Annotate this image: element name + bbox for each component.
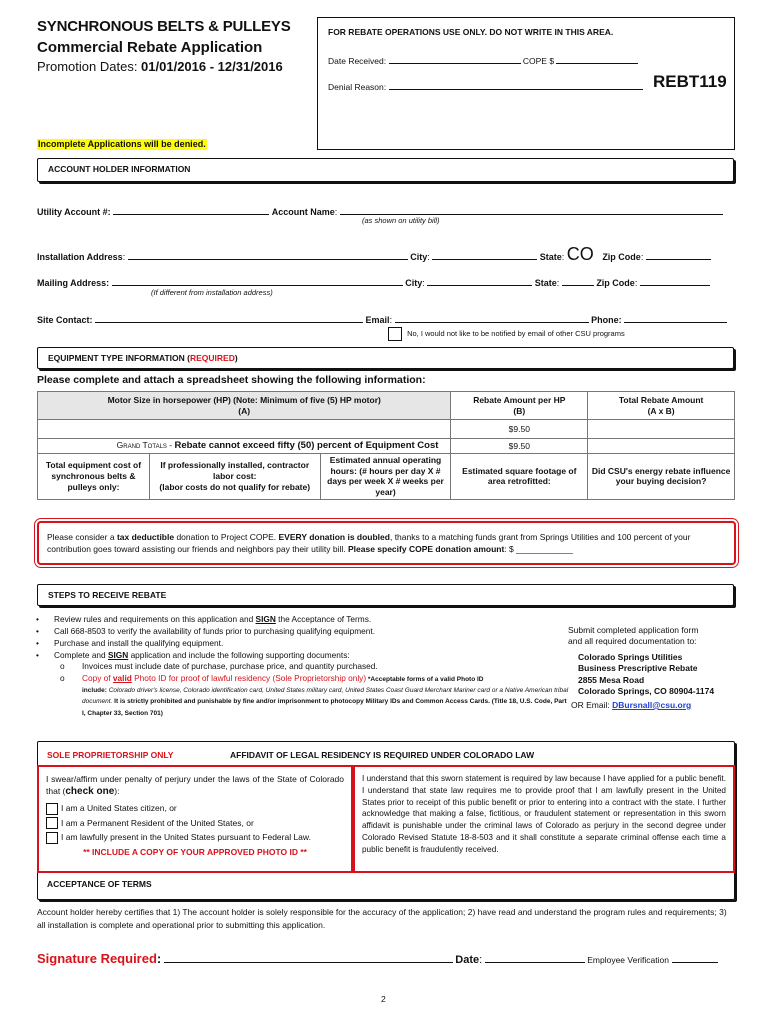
- labor-cost-question: If professionally installed, contractor labor cost: (labor costs do not qualify for rebate): [149, 454, 320, 500]
- account-row-2: Installation Address: City: State: CO Zip Code:: [37, 243, 737, 266]
- operating-hours-question: Estimated annual operating hours: (# hours per day X # days per week X # weeks per year): [320, 454, 451, 500]
- lawfully-present-checkbox[interactable]: [46, 832, 58, 844]
- site-contact-input[interactable]: [95, 313, 363, 323]
- grand-totals-label: Grand Totals - Rebate cannot exceed fifty (50) percent of Equipment Cost: [38, 439, 451, 454]
- form-code: REBT119: [653, 72, 727, 91]
- steps-section-header: STEPS TO RECEIVE REBATE: [37, 584, 734, 606]
- grand-totals-total[interactable]: [588, 439, 735, 454]
- signature-row: Signature Required: Date: Employee Verification: [37, 950, 737, 968]
- denial-reason-field[interactable]: Denial Reason:: [328, 80, 643, 93]
- energy-rebate-question: Did CSU's energy rebate influence your buying decision?: [588, 454, 735, 500]
- grand-totals-value: $9.50: [451, 439, 588, 454]
- mailing-address-input[interactable]: [112, 276, 403, 286]
- utility-account-input[interactable]: [113, 205, 269, 215]
- account-row-4: Site Contact: Email: Phone:: [37, 313, 737, 326]
- submit-instructions: Submit completed application form and all required documentation to: Colorado Springs Utilities Business Prescriptive Rebate 2855 Mesa Road Colorado Springs, CO 80904-1174 OR Email: DBursnall@csu.org: [568, 625, 715, 710]
- account-row-3: Mailing Address: City: State: Zip Code:: [37, 276, 737, 289]
- date-line[interactable]: [485, 952, 585, 963]
- sole-proprietorship-label: SOLE PROPRIETORSHIP ONLY: [47, 750, 174, 760]
- page-subtitle: Commercial Rebate Application: [37, 38, 263, 56]
- step-4: • Complete and SIGN application and include the following supporting documents:: [30, 650, 570, 660]
- equipment-table: [37, 391, 735, 500]
- motor-column-header: Motor Size in horsepower (HP) (Note: Minimum of five (5) HP motor) (A): [38, 392, 451, 420]
- equipment-section-header: EQUIPMENT TYPE INFORMATION (REQUIRED): [37, 347, 734, 369]
- signature-label: Signature Required: [37, 951, 157, 966]
- account-name-note: (as shown on utility bill): [362, 216, 440, 225]
- zip-code-input[interactable]: [646, 250, 711, 260]
- employee-verification-label: Employee Verification: [587, 955, 669, 965]
- account-section-header: ACCOUNT HOLDER INFORMATION: [37, 158, 734, 182]
- office-use-heading: FOR REBATE OPERATIONS USE ONLY. DO NOT WRITE IN THIS AREA.: [328, 27, 614, 37]
- sub-step-photo-id: o Copy of valid Photo ID for proof of lawful residency (Sole Proprietorship only) *Acceptable forms of a valid Photo ID include: Colorado driver's license, Colorado identification card, United States military card, United States Coast Guard Merchant Mariner card or a Native American tribal document. It is strictly prohibited and punishable by fine and/or imprisonment to photocopy Military IDs and Common Access Cards. (Title 18, U.S. Code, Part I, Chapter 33, Section 701): [30, 673, 570, 718]
- date-received-field[interactable]: Date Received: COPE $: [328, 54, 638, 67]
- step-3: • Purchase and install the qualifying equipment.: [30, 638, 570, 648]
- motor-hp-cell[interactable]: [38, 420, 451, 439]
- sub-step-invoices: o Invoices must include date of purchase, purchase price, and quantity purchased.: [30, 661, 570, 671]
- acceptance-text: Account holder hereby certifies that 1) The account holder is solely responsible for the accuracy of the application; 2) have read and understand the program rules and requirements; 3) all installation is complete and operational prior to submitting this application.: [37, 907, 727, 930]
- mailing-city-input[interactable]: [427, 276, 532, 286]
- rebate-column-header: Rebate Amount per HP (B): [451, 392, 588, 420]
- citizen-checkbox[interactable]: [46, 803, 58, 815]
- header: [37, 18, 317, 75]
- page-title: SYNCHRONOUS BELTS & PULLEYS: [37, 18, 291, 35]
- equipment-instruction: Please complete and attach a spreadsheet showing the following information:: [37, 374, 426, 386]
- opt-out-checkbox[interactable]: [388, 327, 402, 341]
- date-label: Date: [455, 954, 480, 966]
- residency-option-lawful: I am lawfully present in the United States pursuant to Federal Law.: [46, 831, 344, 844]
- acceptance-section-header: ACCEPTANCE OF TERMS: [47, 879, 152, 889]
- square-footage-question: Estimated square footage of area retrofitted:: [451, 454, 588, 500]
- email-input[interactable]: [395, 313, 589, 323]
- affidavit-right-box: I understand that this sworn statement is required by law because I have applied for a public benefit. I understand that state law requires me to provide proof that I am lawfully present in the United States prior to receipt of this public benefit or prior to entering into a contract with the state. I further acknowledge that making a false, fictitious, or fraudulent statement or representation in this sworn affidavit is punishable under the criminal laws of Colorado as perjury in the second degree under Colorado Revised Statute 18-8-503 and it shall constitute a separate criminal offense each time a public benefit is fraudulently received.: [353, 765, 735, 873]
- office-use-box: [317, 17, 735, 150]
- phone-input[interactable]: [624, 313, 727, 323]
- total-rebate-cell[interactable]: [588, 420, 735, 439]
- mailing-note: (If different from installation address): [151, 288, 273, 297]
- promotion-dates: Promotion Dates: 01/01/2016 - 12/31/2016: [37, 58, 283, 74]
- opt-out-row: [388, 327, 625, 341]
- total-cost-question: Total equipment cost of synchronous belts & pulleys only:: [38, 454, 150, 500]
- installation-address-input[interactable]: [128, 250, 408, 260]
- steps-list: [30, 614, 570, 719]
- submit-email-link[interactable]: DBursnall@csu.org: [612, 699, 692, 710]
- signature-line[interactable]: [164, 950, 453, 963]
- affidavit-title: AFFIDAVIT OF LEGAL RESIDENCY IS REQUIRED UNDER COLORADO LAW: [230, 750, 535, 760]
- total-column-header: Total Rebate Amount (A x B): [588, 392, 735, 420]
- step-2: • Call 668-8503 to verify the availability of funds prior to purchasing qualifying equipment.: [30, 626, 570, 636]
- employee-verification-line[interactable]: [672, 954, 718, 963]
- account-row-1: Utility Account #: Account Name:: [37, 205, 737, 218]
- affidavit-left-box: I swear/affirm under penalty of perjury under the laws of the State of Colorado that (check one): I am a United States citizen, or I am a Permanent Resident of the United States, or I am lawfully present in the United States pursuant to Federal Law. ** INCLUDE A COPY OF YOUR APPROVED PHOTO ID **: [37, 765, 353, 873]
- photo-id-notice: ** INCLUDE A COPY OF YOUR APPROVED PHOTO ID **: [83, 847, 307, 858]
- state-value[interactable]: CO: [566, 244, 594, 264]
- permanent-resident-checkbox[interactable]: [46, 817, 58, 829]
- residency-option-permanent: I am a Permanent Resident of the United States, or: [46, 817, 344, 830]
- incomplete-notice: Incomplete Applications will be denied.: [38, 139, 206, 149]
- cope-donation-box: Please consider a tax deductible donation to Project COPE. EVERY donation is doubled, thanks to a matching funds grant from Springs Utilities and 100 percent of your contribution goes toward assisting our friends and neighbors pay their utility bill. Please specify COPE donation amount: $ ____________: [37, 521, 736, 565]
- opt-out-label: No, I would not like to be notified by email of other CSU programs: [407, 328, 625, 338]
- mailing-state-input[interactable]: [562, 276, 594, 286]
- rebate-per-hp-cell: $9.50: [451, 420, 588, 439]
- cope-amount-input[interactable]: : $ ____________: [504, 544, 573, 555]
- step-1: • Review rules and requirements on this application and SIGN the Acceptance of Terms.: [30, 614, 570, 624]
- residency-option-citizen: I am a United States citizen, or: [46, 802, 344, 815]
- mailing-zip-input[interactable]: [640, 276, 710, 286]
- city-input[interactable]: [432, 250, 537, 260]
- account-name-input[interactable]: [340, 205, 723, 215]
- page-number: 2: [381, 994, 386, 1004]
